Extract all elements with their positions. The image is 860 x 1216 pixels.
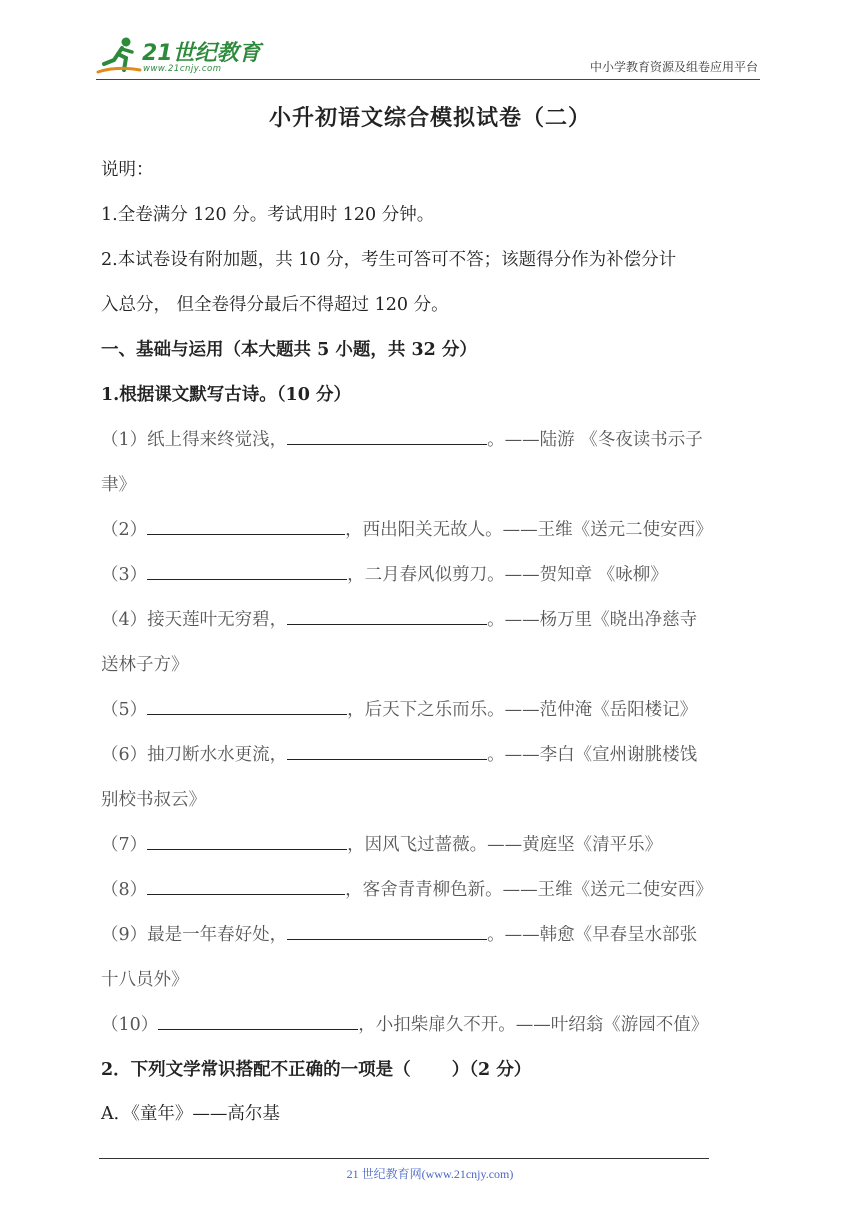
poem-prefix: （7） <box>101 835 148 855</box>
logo-text: 21世纪教育 <box>142 41 261 66</box>
logo-url: www.21cnjy.com <box>143 64 222 74</box>
answer-blank[interactable] <box>147 831 347 850</box>
answer-blank[interactable] <box>147 516 345 535</box>
footer-text: 21 世纪教育网(www.21cnjy.com) <box>346 1167 514 1181</box>
answer-blank[interactable] <box>147 561 347 580</box>
platform-label: 中小学教育资源及组卷应用平台 <box>589 60 758 74</box>
answer-blank[interactable] <box>287 921 487 940</box>
poem-line <box>101 696 697 721</box>
poem-line <box>101 561 668 586</box>
question-2-option-a: A．《童年》——高尔基 <box>101 1104 280 1124</box>
answer-blank[interactable] <box>158 1011 358 1030</box>
poem-line-cont: 聿》 <box>101 475 136 495</box>
poem-suffix: ，因风飞过蔷薇。——黄庭坚《清平乐》 <box>347 835 663 855</box>
poem-line-cont: 十八员外》 <box>101 970 189 990</box>
poem-prefix: （3） <box>101 565 148 585</box>
poem-prefix: （2） <box>101 520 148 540</box>
poem-suffix: 。——陆游 《冬夜读书示子 <box>487 430 703 450</box>
notes-item-2: 2.本试卷设有附加题，共 10 分，考生可答可不答；该题得分作为补偿分计 <box>101 250 677 270</box>
answer-blank[interactable] <box>147 696 347 715</box>
poem-suffix: ，后天下之乐而乐。——范仲淹《岳阳楼记》 <box>347 700 698 720</box>
runner-logo-icon <box>96 34 142 78</box>
header-divider <box>96 79 760 80</box>
footer-divider <box>99 1158 709 1159</box>
poem-line <box>101 831 662 856</box>
poem-suffix: ，西出阳关无故人。——王维《送元二使安西》 <box>345 520 713 540</box>
section-heading: 一、基础与运用（本大题共 5 小题，共 32 分） <box>101 340 477 360</box>
poem-prefix: （4）接天莲叶无穷碧， <box>101 610 288 630</box>
page-title: 小升初语文综合模拟试卷（二） <box>268 105 591 131</box>
answer-blank[interactable] <box>147 876 345 895</box>
poem-suffix: 。——杨万里《晓出净慈寺 <box>487 610 698 630</box>
page-header <box>96 30 760 80</box>
logo <box>96 34 266 78</box>
poem-line-cont: 送林子方》 <box>101 655 189 675</box>
poem-prefix: （9）最是一年春好处， <box>101 925 288 945</box>
poem-line <box>101 426 703 451</box>
poem-prefix: （1）纸上得来终觉浅， <box>101 430 288 450</box>
poem-line <box>101 741 697 766</box>
poem-line <box>101 606 697 631</box>
poem-line <box>101 921 697 946</box>
answer-blank[interactable] <box>287 606 487 625</box>
notes-label: 说明： <box>101 160 154 180</box>
poem-prefix: （10） <box>101 1015 159 1035</box>
poem-prefix: （6）抽刀断水水更流， <box>101 745 288 765</box>
poem-line <box>101 876 713 901</box>
poem-suffix: ，二月春风似剪刀。——贺知章 《咏柳》 <box>347 565 668 585</box>
poem-suffix: 。——韩愈《早春呈水部张 <box>487 925 698 945</box>
answer-blank[interactable] <box>287 741 487 760</box>
poem-suffix: ，小扣柴扉久不开。——叶绍翁《游园不值》 <box>358 1015 709 1035</box>
poem-prefix: （8） <box>101 880 148 900</box>
notes-item-2-cont: 入总分， 但全卷得分最后不得超过 120 分。 <box>101 295 449 315</box>
poem-prefix: （5） <box>101 700 148 720</box>
poem-line <box>101 1011 708 1036</box>
poem-line <box>101 516 713 541</box>
question-2: 2．下列文学常识搭配不正确的一项是（ ）（2 分） <box>101 1060 532 1080</box>
poem-suffix: ，客舍青青柳色新。——王维《送元二使安西》 <box>345 880 713 900</box>
question-1: 1.根据课文默写古诗。（10 分） <box>101 385 351 405</box>
notes-item-1: 1.全卷满分 120 分。考试用时 120 分钟。 <box>101 205 435 225</box>
poem-line-cont: 别校书叔云》 <box>101 790 206 810</box>
answer-blank[interactable] <box>287 426 487 445</box>
poem-suffix: 。——李白《宣州谢朓楼饯 <box>487 745 698 765</box>
